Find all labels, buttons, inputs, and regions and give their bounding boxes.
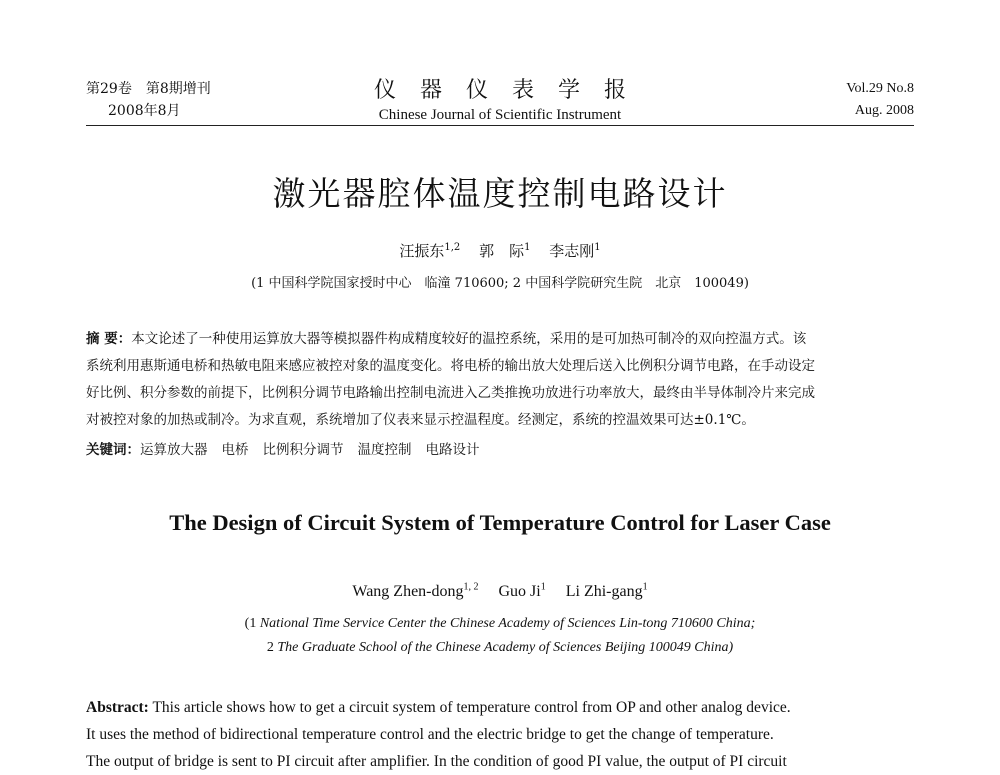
paper-title-cn: 激光器腔体温度控制电路设计 xyxy=(272,174,728,213)
abstract-cn-label: 摘 要： xyxy=(86,331,132,347)
abstract-cn-line: 好比例、积分参数的前提下，比例积分调节电路输出控制电流进入乙类推挽功放进行功率放大，最终由半导体制冷片来完成 xyxy=(86,385,815,401)
journal-name-en: Chinese Journal of Scientific Instrument xyxy=(378,107,622,123)
abstract-cn-line: 摘 要：本文论述了一种使用运算放大器等模拟器件构成精度较好的温控系统，采用的是可加热可制冷的双向控温方式。该 xyxy=(86,331,807,347)
author-name-en: Guo Ji$^1$ xyxy=(498,582,546,601)
affiliation-cn: (1 中国科学院国家授时中心 临潼 710600; 2 中国科学院研究生院 北京 100049) xyxy=(251,276,749,291)
paper-title-en: The Design of Circuit System of Temperature Control for Laser Case xyxy=(169,510,831,535)
keyword: 温度控制 xyxy=(357,442,412,458)
volume-number-en: Vol.29 No.8 xyxy=(846,81,914,96)
volume-issue: 第29卷 第8期增刊 xyxy=(86,81,211,97)
affiliation-en-line: 2 The Graduate School of the Chinese Academy of Sciences Beijing 100049 China) xyxy=(266,640,734,655)
keyword: 电桥 xyxy=(221,442,249,458)
abstract-cn-line: 对被控对象的加热或制冷。为求直观，系统增加了仪表来显示控温程度。经测定，系统的控温效果可达±0.1℃。 xyxy=(86,412,755,428)
author-list-cn xyxy=(0,240,1000,261)
keyword: 比例积分调节 xyxy=(262,442,344,458)
keyword: 运算放大器 xyxy=(140,442,208,458)
abstract-en-line: It uses the method of bidirectional temperature control and the electric bridge to get the change of temperature. xyxy=(86,726,774,743)
journal-name xyxy=(86,78,914,126)
abstract-cn xyxy=(86,326,914,434)
running-header xyxy=(86,78,914,128)
affiliation-en xyxy=(0,612,1000,660)
keyword: 电路设计 xyxy=(425,442,480,458)
abstract-cn-line: 系统利用惠斯通电桥和热敏电阻来感应被控对象的温度变化。将电桥的输出放大处理后送入比例积分调节电路，在手动设定 xyxy=(86,358,815,374)
keywords-label: 关键词： xyxy=(86,442,140,458)
author-name-cn: 郭 际$^1$ xyxy=(479,242,531,260)
publication-date-en: Aug. 2008 xyxy=(854,103,914,118)
author-name-cn: 汪振东$^{1,2}$ xyxy=(399,242,461,260)
publication-date-cn: 2008年8月 xyxy=(108,103,181,119)
journal-name-cn: 仪器仪表学报 xyxy=(373,78,650,103)
header-rule xyxy=(86,125,914,126)
abstract-en-label: Abstract: xyxy=(86,699,149,716)
author-name-en: Wang Zhen-dong$^{1, 2}$ xyxy=(352,582,479,601)
keywords-cn xyxy=(86,438,914,458)
affiliation-en-line: (1 National Time Service Center the Chinese Academy of Sciences Lin-tong 710600 China; xyxy=(244,616,756,631)
abstract-en-line: The output of bridge is sent to PI circuit after amplifier. In the condition of good PI value, the output of PI circuit xyxy=(86,753,787,770)
abstract-en-line: Abstract: This article shows how to get a circuit system of temperature control from OP and other analog device. xyxy=(86,699,791,716)
author-list-en xyxy=(0,582,1000,601)
abstract-en xyxy=(86,694,914,775)
volume-info-en xyxy=(846,78,914,122)
author-name-cn: 李志刚$^1$ xyxy=(549,242,601,260)
author-name-en: Li Zhi-gang$^1$ xyxy=(565,582,648,601)
